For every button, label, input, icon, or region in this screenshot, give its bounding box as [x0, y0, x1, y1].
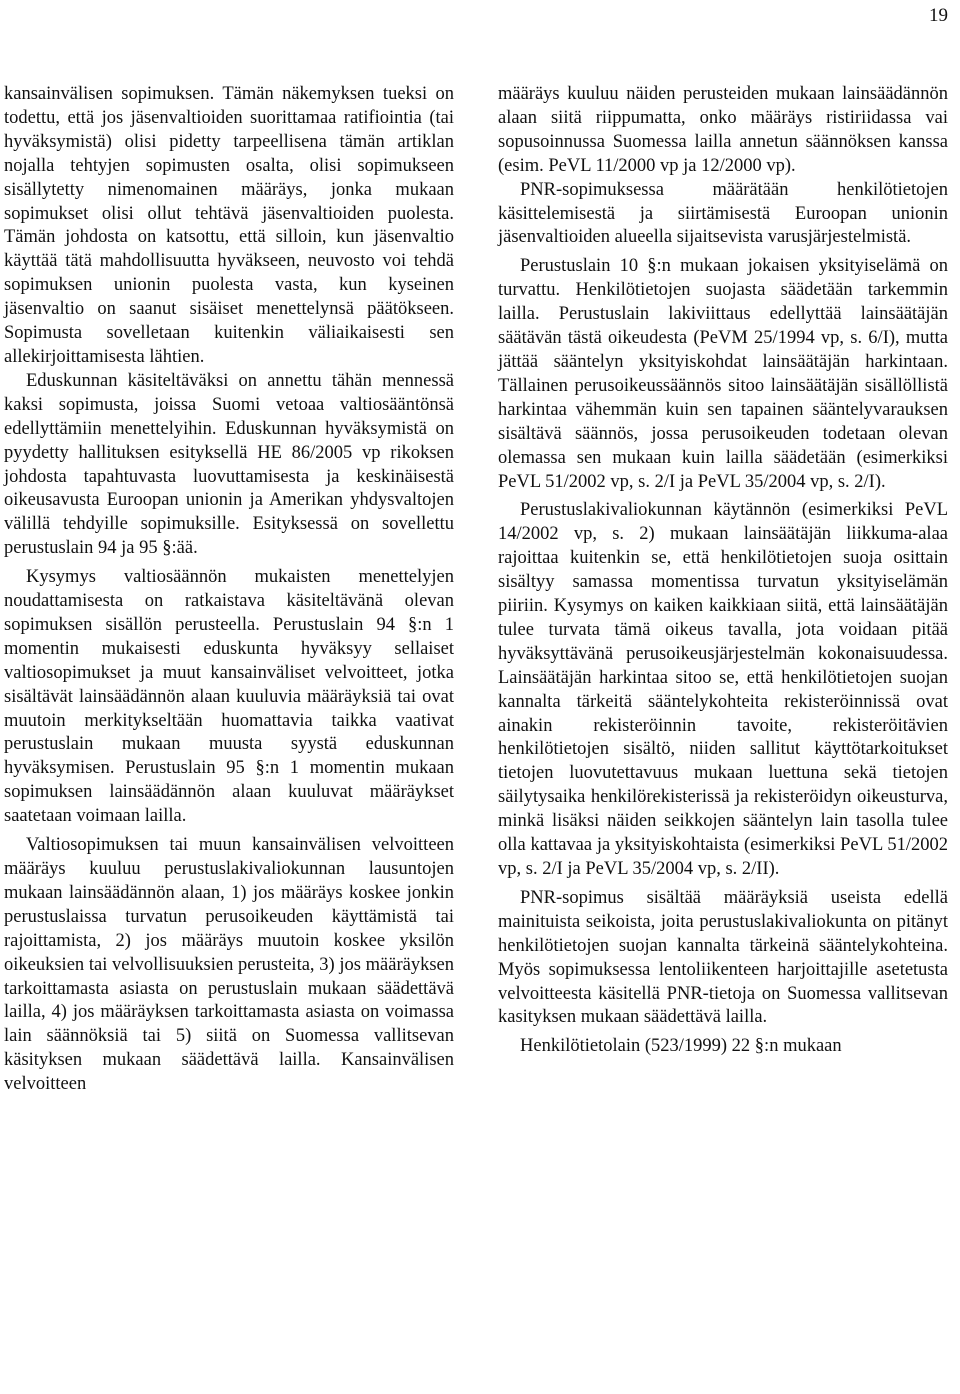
paragraph: Valtiosopimuksen tai muun kansainvälisen velvoitteen määräys kuuluu perustuslakivaliokunnan lausuntojen mukaan lainsäädännön alaan, 1) jos määräys koskee jonkin perustuslaissa turvatun perusoikeuden käyttämistä tai rajoittamista, 2) jos määräys muutoin koskee yksilön oikeuksien tai velvollisuuksien perusteita, 3) jos määräyksen tarkoittamasta asiasta on perustuslain mukaan säädettävä lailla, 4) jos määräyksen tarkoittamasta asiasta on voimassa lain säännöksiä tai 5) siitä on Suomessa vallitsevan käsityksen mukaan säädettävä lailla. Kansainvälisen velvoitteen: [4, 835, 454, 1095]
paragraph: Henkilötietolain (523/1999) 22 §:n mukaan: [520, 1036, 842, 1057]
paragraph: Eduskunnan käsiteltäväksi on annettu tähän mennessä kaksi sopimusta, joissa Suomi vetoaa valtiosääntönsä edellyttämiin menettelyihin. Eduskunnan hyväksymistä on pyydetty hallituksen esityksellä HE 86/2005 vp rikoksen johdosta tapahtuvasta luovuttamisesta ja keskinäisestä oikeusavusta Euroopan unionin ja Amerikan yhdysvaltojen välillä tehdyille sopimuksille. Esityksessä on sovellettu perustuslain 94 ja 95 §:ää.: [4, 370, 454, 559]
left-column: [4, 83, 454, 1097]
paragraph: kansainvälisen sopimuksen. Tämän näkemyksen tueksi on todettu, että jos jäsenvaltioiden suorittamaa ratifiointia (tai hyväksymistä) olisi pidetty tarpeellisena tämän artiklan nojalla tehtyjen sopimusten osalta, olisi sopimukseen sisällytetty nimenomainen määräys, jonka mukaan sopimukset olisi ollut tehtävä jäsenvaltioiden puolesta. Tämän johdosta on katsottu, että silloin, kun jäsenvaltio käyttää tätä mahdollisuutta hyväkseen, neuvosto voi tehdä sopimuksen unionin puolesta vasta, kun kyseinen jäsenvaltio on saanut sisäiset menettelynsä päätökseen. Sopimusta sovelletaan kuitenkin väliaikaisesti sen allekirjoittamisesta lähtien.: [4, 84, 454, 367]
right-column: [498, 83, 948, 1059]
paragraph: PNR-sopimuksessa määrätään henkilötietojen käsittelemisestä ja siirtämisestä Euroopan unionin jäsenvaltioiden alueella sijaitsevista varusjärjestelmistä.: [498, 179, 948, 248]
page-number: 19: [929, 5, 948, 26]
paragraph: Perustuslakivaliokunnan käytännön (esimerkiksi PeVL 14/2002 vp, s. 2) mukaan lainsäätäjän liikkuma-alaa rajoittaa kuitenkin se, että henkilötietojen suoja osittain sisältyy samassa momentissa turvatun yksityiselämän piiriin. Kysymys on kaiken kaikkiaan siitä, että lainsäätäjän tulee turvata tämä oikeus tavalla, jota voidaan pitää hyväksyttävänä perusoikeusjärjestelmän kokonaisuudessa. Lainsäätäjän harkintaa sitoo se, että henkilötietojen suojan kannalta tärkeitä sääntelykohteita rekisteröinnissä ovat ainakin rekisteröinnin tavoite, rekisteröitävien henkilötietojen sisältö, niiden sallitut käyttötarkoitukset tietojen luovutettavuus mukaan luettuna sekä tietojen säilytysaika henkilörekisterissä ja rekisteröidyn oikeusturva, minkä lisäksi näiden seikkojen sääntelyn lain tasolla tulee olla kattavaa ja yksityiskohtaista (esimerkiksi PeVL 51/2002 vp, s. 2/I ja PeVL 35/2004 vp, s. 2/II).: [498, 500, 948, 879]
paragraph: PNR-sopimus sisältää määräyksiä useista edellä mainituista seikoista, joita perustuslakivaliokunta on pitänyt henkilötietojen suojan kannalta tärkeinä sääntelykohteina. Myös sopimuksessa lentoliikenteen harjoittajille asetetusta velvoitteesta käsitellä PNR-tietoja on Suomessa vallitsevan kasityksen mukaan säädettävä lailla.: [498, 887, 948, 1028]
paragraph: Perustuslain 10 §:n mukaan jokaisen yksityiselämä on turvattu. Henkilötietojen suojasta säädetään tarkemmin lailla. Perustuslain lakiviittaus edellyttää lainsäätäjän säätävän tästä oikeudesta (PeVM 25/1994 vp, s. 6/I), mutta jättää sääntelyn yksityiskohdat lainsäätäjän harkintaan. Tällainen perusoikeussäännös sitoo lainsäätäjän sisällöllistä harkintaa vähemmän kuin sen tapainen sääntelyvarauksen sisältävä säännös, jossa perusoikeuden todetaan olevan olemassa sen mukaan kuin lailla säädetään (esimerkiksi PeVL 51/2002 vp, s. 2/I ja PeVL 35/2004 vp, s. 2/I).: [498, 256, 948, 492]
paragraph: Kysymys valtiosäännön mukaisten menettelyjen noudattamisesta on ratkaistava käsiteltävänä olevan sopimuksen sisällön perusteella. Perustuslain 94 §:n 1 momentin mukaisesti eduskunta hyväksyy sellaiset valtiosopimukset ja muut kansainväliset velvoitteet, jotka sisältävät lainsäädännön alaan kuuluvia määräyksiä tai ovat muutoin merkitykseltään huomattavia taikka vaativat perustuslain mukaan muusta syystä eduskunnan hyväksymisen. Perustuslain 95 §:n 1 momentin mukaan sopimuksen lainsäädännön alaan kuuluvat määräykset saatetaan voimaan lailla.: [4, 567, 454, 827]
paragraph: määräys kuuluu näiden perusteiden mukaan lainsäädännön alaan siitä riippumatta, onko määräys ristiriidassa vai sopusoinnussa Suomessa lailla annetun säännöksen kanssa (esim. PeVL 11/2000 vp ja 12/2000 vp).: [498, 84, 948, 176]
